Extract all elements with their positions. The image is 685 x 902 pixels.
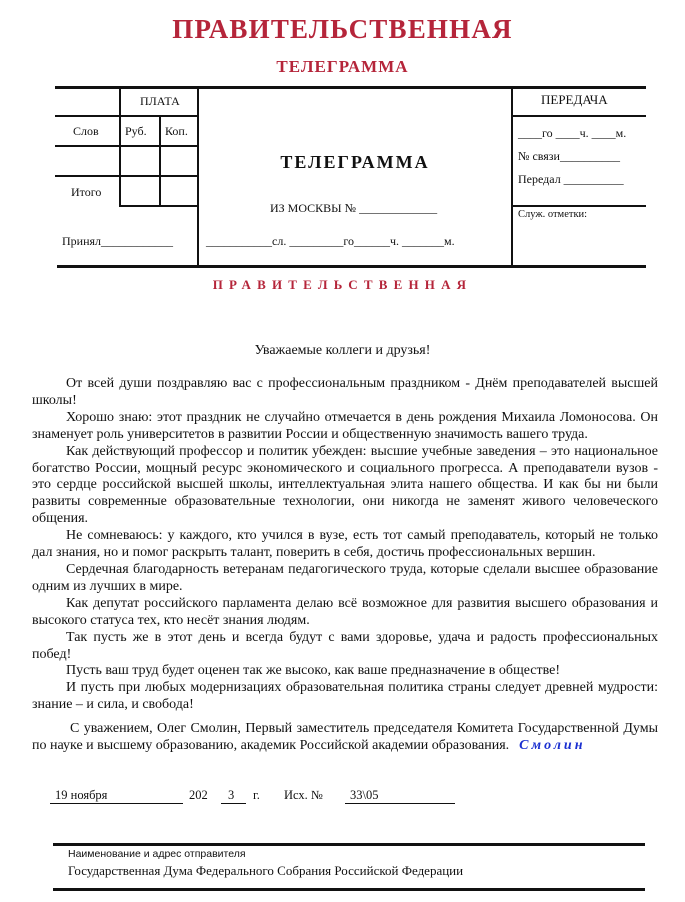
words-label: Слов (73, 124, 99, 138)
year-prefix: 202 (189, 788, 208, 802)
sender-top-line (53, 843, 645, 846)
year-suffix: 3 (221, 788, 246, 804)
service-marks-label: Служ. отметки: (518, 209, 588, 220)
link-number-field: № связи__________ (518, 149, 620, 163)
time-field: ___________сл. _________го______ч. _______м. (206, 234, 455, 248)
sender-bottom-line (53, 888, 645, 891)
telegram-title: ТЕЛЕГРАММА (280, 152, 430, 172)
signature-block (32, 720, 658, 754)
form-line (119, 87, 121, 207)
transfer-header: ПЕРЕДАЧА (541, 92, 608, 107)
kop-label: Коп. (165, 124, 188, 138)
sender-value: Государственная Дума Федерального Собрания Российской Федерации (68, 863, 464, 878)
rub-label: Руб. (125, 124, 147, 138)
date-field (50, 788, 183, 804)
letter-body (32, 376, 658, 714)
accepted-label: Принял____________ (62, 234, 174, 248)
paragraph: Не сомневаюсь: у каждого, кто учился в вузе, есть тот самый преподаватель, который не только дал знания, но и помог раскрыть талант, поверить в себя, достичь профессиональных вершин. (32, 528, 658, 561)
header-subtitle: ТЕЛЕГРАММА (276, 57, 409, 76)
form-line (55, 145, 198, 147)
year-field (221, 788, 246, 804)
paragraph: От всей души поздравляю вас с профессиональным праздником - Днём преподавателей высшей школы! (32, 376, 658, 408)
total-label: Итого (71, 185, 102, 199)
form-divider-left (197, 87, 199, 267)
paragraph: Так пусть же в этот день и всегда будут с вами здоровье, удача и радость профессиональных побед! (32, 629, 658, 662)
paragraph: Сердечная благодарность ветеранам педагогического труда, которые сделали высшее образование одним из лучших в мире. (32, 561, 658, 594)
form-top-line (55, 86, 646, 89)
signature-text: С уважением, Олег Смолин, Первый заместитель председателя Комитета Государственной Думы по науке и высшему образованию, академик Российской академии образования. (32, 721, 658, 753)
from-moscow-field: ИЗ МОСКВЫ № _____________ (270, 201, 438, 215)
outgoing-label: Исх. № (284, 788, 323, 802)
paragraph: Хорошо знаю: этот праздник не случайно отмечается в день рождения Михаила Ломоносова. Он знаменует роль университетов в развитии России и общественную значимость вашего труда. (32, 409, 658, 442)
form-line (512, 115, 646, 117)
date-number-row (50, 788, 183, 804)
form-line (512, 205, 646, 207)
outgoing-number: 33\05 (345, 788, 455, 804)
outgoing-number-field (345, 788, 455, 804)
form-line (55, 175, 198, 177)
paragraph: Как депутат российского парламента делаю всё возможное для развития высшего образования и высокого статуса тех, кто несёт знания людям. (32, 595, 658, 628)
signature-name: Смолин (519, 738, 586, 753)
greeting: Уважаемые коллеги и друзья! (254, 343, 431, 358)
paragraph: И пусть при любых модернизациях образовательная политика страны следует древней мудрости: знание – и сила, и свобода! (32, 680, 658, 713)
form-divider-right (511, 87, 513, 267)
paragraph: Как действующий профессор и политик убежден: высшие учебные заведения – это национальное богатство России, мощный ресурс экономического и социального прогресса. А преподаватели вузов - это сердце российской высшей школы, интеллектуальная элита нашего общества. И как бы ни были развиты современные образовательные технологии, они никогда не заменят живого человеческого общения. (32, 443, 658, 527)
transfer-time-field: ____го ____ч. ____м. (518, 126, 627, 140)
form-line (55, 115, 198, 117)
header-title: ПРАВИТЕЛЬСТВЕННАЯ (172, 14, 513, 44)
form-bottom-line (57, 265, 646, 268)
year-unit: г. (253, 788, 260, 802)
payment-header: ПЛАТА (140, 94, 180, 108)
sender-label: Наименование и адрес отправителя (68, 848, 246, 860)
sent-by-field: Передал __________ (518, 172, 624, 186)
date-value: 19 ноября (55, 788, 108, 802)
paragraph: Пусть ваш труд будет оценен так же высоко, как ваше предназначение в обществе! (66, 663, 561, 679)
form-footer-label: ПРАВИТЕЛЬСТВЕННАЯ (212, 277, 473, 292)
form-line (159, 116, 161, 207)
